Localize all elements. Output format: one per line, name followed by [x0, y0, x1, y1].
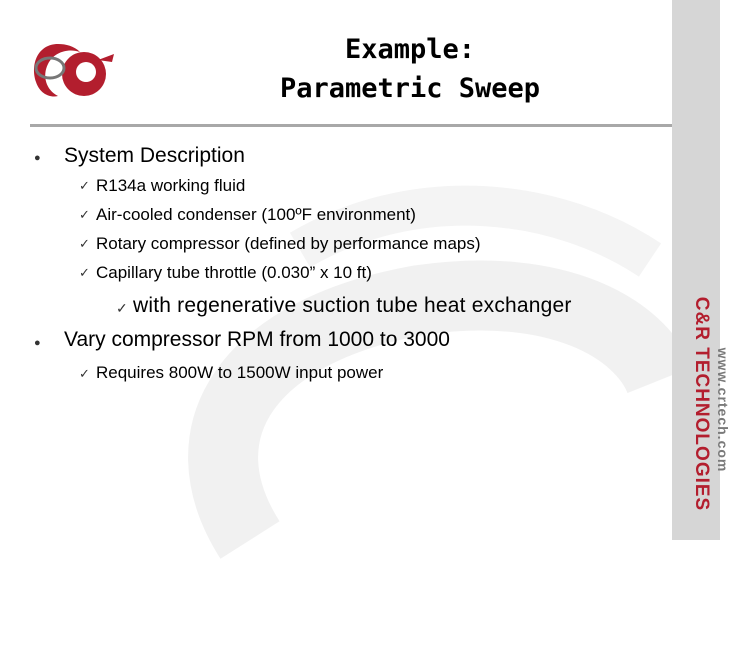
- slide-title-line-2: Parametric Sweep: [279, 73, 541, 104]
- brand-name: C&R TECHNOLOGIES: [691, 296, 712, 512]
- title-divider: [30, 124, 672, 127]
- list-item: Requires 800W to 1500W input power: [96, 363, 384, 382]
- check-icon: ✓: [79, 236, 90, 251]
- bullet-icon: ●: [34, 337, 41, 349]
- check-icon: ✓: [79, 366, 90, 381]
- check-icon: ✓: [79, 207, 90, 222]
- list-item: Air-cooled condenser (100ºF environment): [96, 205, 416, 224]
- brand-url: www.crtech.com: [715, 347, 731, 473]
- list-item: Capillary tube throttle (0.030” x 10 ft): [96, 263, 372, 282]
- section-heading: System Description: [64, 144, 245, 167]
- check-icon: ✓: [79, 178, 90, 193]
- slide-title-line-1: Example:: [344, 34, 476, 65]
- list-item: with regenerative suction tube heat exchanger: [133, 294, 572, 317]
- company-logo: [28, 38, 114, 106]
- bullet-icon: ●: [34, 152, 41, 164]
- check-icon: ✓: [116, 300, 128, 316]
- check-icon: ✓: [79, 265, 90, 280]
- section-heading: Vary compressor RPM from 1000 to 3000: [64, 328, 450, 351]
- list-item: Rotary compressor (defined by performance maps): [96, 234, 481, 253]
- list-item: R134a working fluid: [96, 176, 246, 195]
